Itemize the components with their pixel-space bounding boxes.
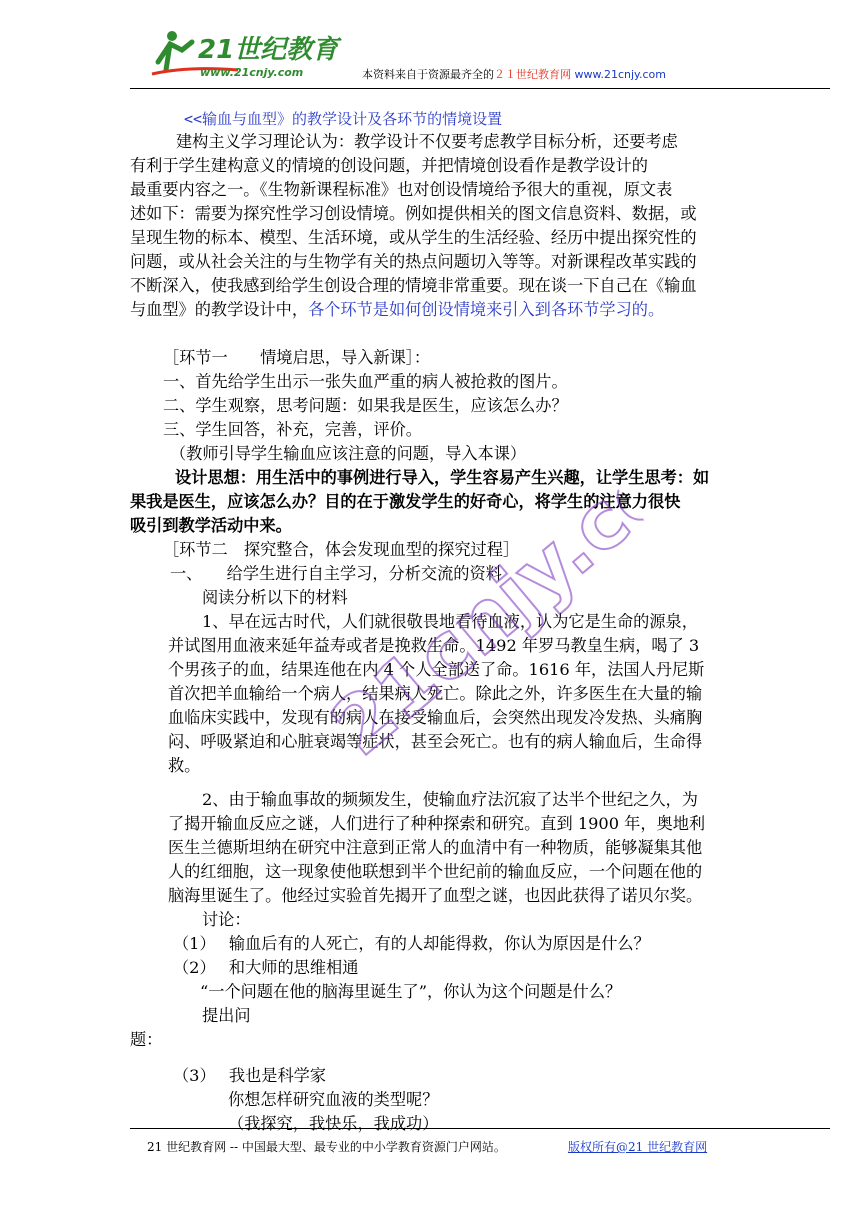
paragraph-line: 你想怎样研究血液的类型呢？ (228, 1090, 439, 1109)
section-heading-2: ［环节二 探究整合，体会发现血型的探究过程］ (163, 540, 520, 559)
logo-url: www.21cnjy.com (200, 66, 304, 79)
header-divider (130, 88, 830, 89)
paragraph-line: 首次把羊血输给一个病人，结果病人死亡。除此之外，许多医生在大量的输 (168, 684, 703, 703)
list-item: 二、学生观察，思考问题：如果我是医生，应该怎么办？ (163, 396, 568, 415)
design-idea-line: 设计思想：用生活中的事例进行导入，学生容易产生兴趣，让学生思考：如 (175, 468, 710, 487)
discussion-label: 讨论： (202, 910, 251, 929)
paragraph-line: 阅读分析以下的材料 (202, 588, 348, 607)
paragraph-line: 人的红细胞，这一现象使他联想到半个世纪前的输血反应，一个问题在他的 (168, 862, 703, 881)
design-idea-line: 吸引到教学活动中来。 (130, 516, 292, 535)
discussion-question: （2） 和大师的思维相通 (173, 958, 359, 977)
paragraph-line: 个男孩子的血，结果连他在内 4 个人全部送了命。1616 年，法国人丹尼斯 (168, 660, 705, 679)
design-idea-line: 果我是医生，应该怎么办？目的在于激发学生的好奇心，将学生的注意力很快 (130, 492, 681, 511)
list-item: 一、 给学生进行自主学习，分析交流的资料 (170, 564, 502, 583)
paragraph-line: 与血型》的教学设计中，各个环节是如何创设情境来引入到各环节学习的。 (130, 300, 665, 319)
list-item: 一、首先给学生出示一张失血严重的病人被抢救的图片。 (163, 372, 568, 391)
paragraph-line: 医生兰德斯坦纳在研究中注意到正常人的血清中有一种物质，能够凝集其他 (168, 838, 703, 857)
header-source-url[interactable]: www.21cnjy.com (574, 68, 666, 81)
discussion-question: “一个问题在他的脑海里诞生了”，你认为这个问题是什么？ (200, 982, 622, 1001)
footer-copyright-link[interactable]: 版权所有@21 世纪教育网 (568, 1140, 708, 1154)
paragraph-line: 不断深入，使我感到给学生创设合理的情境非常重要。现在谈一下自己在《输血 (130, 276, 697, 295)
header-source-prefix: 本资料来自于资源最齐全的 (362, 68, 494, 81)
header-source (362, 66, 666, 82)
logo-runner-body (158, 42, 192, 62)
paragraph-line: 述如下：需要为探究性学习创设情境。例如提供相关的图文信息资料、数据，或 (130, 204, 697, 223)
discussion-question: （1） 输血后有的人死亡，有的人却能得救，你认为原因是什么？ (173, 934, 650, 953)
paragraph-line: 血临床实践中，发现有的病人在接受输血后，会突然出现发冷发热、头痛胸 (168, 708, 703, 727)
paragraph-line: 建构主义学习理论认为：教学设计不仅要考虑教学目标分析，还要考虑 (176, 132, 678, 151)
logo-runner-head (167, 31, 177, 41)
logo (148, 22, 348, 82)
paragraph-line: 并试图用血液来延年益寿或者是挽救生命。1492 年罗马教皇生病，喝了 3 (168, 636, 700, 655)
note-line: （教师引导学生输血应该注意的问题，导入本课） (170, 444, 527, 463)
logo-graphic (148, 22, 348, 82)
watermark-text: 21cnjy.com (315, 451, 665, 774)
discussion-question: （3） 我也是科学家 (173, 1066, 327, 1085)
prompt-line: 提出问 (202, 1006, 251, 1025)
paragraph-line: 有利于学生建构意义的情境的创设问题，并把情境创设看作是教学设计的 (130, 156, 648, 175)
paragraph-line: 了揭开输血反应之谜，人们进行了种种探索和研究。直到 1900 年，奥地利 (168, 814, 706, 833)
list-item: 三、学生回答，补充，完善，评价。 (163, 420, 422, 439)
paragraph-line: 2、由于输血事故的频频发生，使输血疗法沉寂了达半个世纪之久，为 (202, 790, 698, 809)
section-heading-1: ［环节一 情境启思，导入新课］： (163, 348, 431, 367)
paragraph-line: 脑海里诞生了。他经过实验首先揭开了血型之谜，也因此获得了诺贝尔奖。 (168, 886, 703, 905)
paragraph-line: 救。 (168, 756, 201, 775)
logo-text: 21世纪教育 (198, 35, 339, 65)
prompt-line: 题： (130, 1030, 163, 1049)
paragraph-line: （我探究，我快乐，我成功） (228, 1114, 439, 1133)
paragraph-line: 呈现生物的标本、模型、生活环境，或从学生的生活经验、经历中提出探究性的 (130, 228, 697, 247)
header-source-brand: ２１世纪教育网 (494, 68, 571, 81)
footer-text: 21 世纪教育网 -- 中国最大型、最专业的中小学教育资源门户网站。 (147, 1140, 506, 1154)
paragraph-line: 问题，或从社会关注的与生物学有关的热点问题切入等等。对新课程改革实践的 (130, 252, 697, 271)
paragraph-line: 1、早在远古时代，人们就很敬畏地看待血液，认为它是生命的源泉， (202, 612, 698, 631)
document-title: <<输血与血型》的教学设计及各环节的情境设置 (184, 110, 503, 128)
paragraph-line: 最重要内容之一。《生物新课程标准》也对创设情境给予很大的重视，原文表 (130, 180, 673, 199)
paragraph-line: 闷、呼吸紧迫和心脏衰竭等症状，甚至会死亡。也有的病人输血后，生命得 (168, 732, 703, 751)
